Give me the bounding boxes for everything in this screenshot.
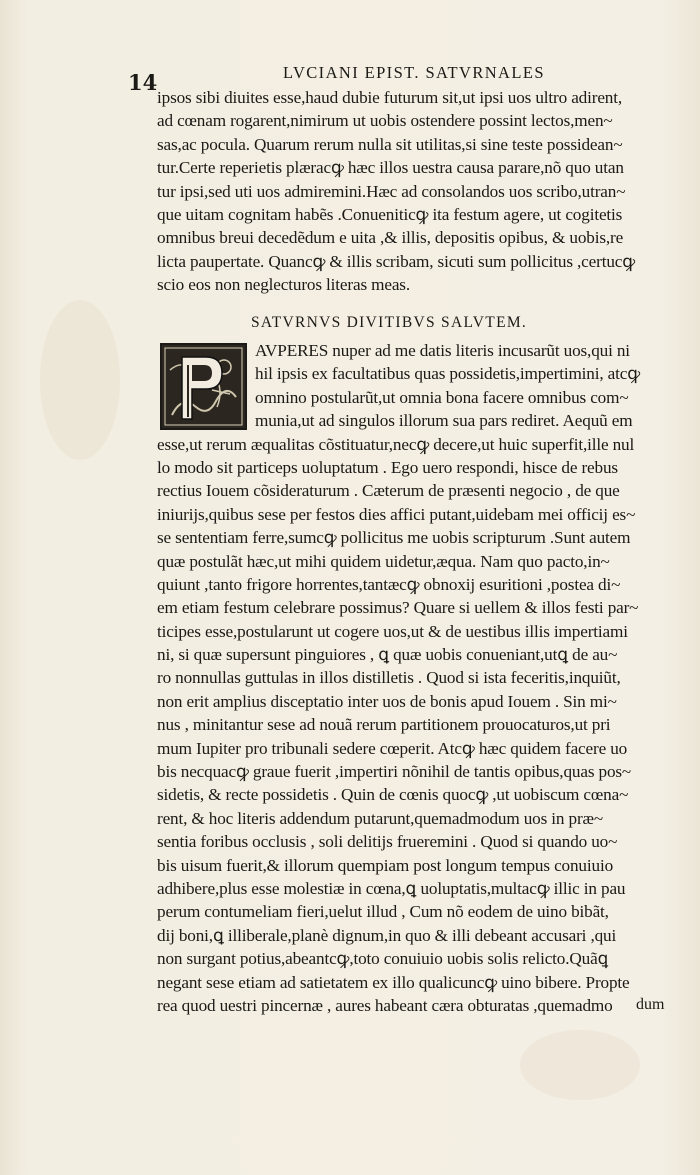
text-line: munia,ut ad singulos illorum sua pars rediret. Aequũ em — [255, 411, 633, 431]
text-line: tur.Certe reperietis plæracꝙ hæc illos uestra causa parare,nõ quo utan — [157, 158, 624, 178]
text-line: sas,ac pocula. Quarum rerum nulla sit utilitas,si sine teste possidean~ — [157, 134, 623, 154]
text-line: bis uisum fuerit,& illorum quempiam post longum tempus conuiuio — [157, 855, 614, 875]
catchword: dum — [636, 996, 665, 1013]
text-line: adhibere,plus esse molestiæ in cœna,ꝗ uoluptatis,multacꝙ illic in pau — [157, 878, 626, 898]
text-line: ni, si quæ supersunt pinguiores , ꝗ quæ uobis conueniant,utꝗ de au~ — [157, 645, 618, 665]
letter-text-block — [157, 86, 676, 297]
text-line: sentia foribus occlusis , soli delitijs frueremini . Quod si quando uo~ — [157, 832, 618, 852]
text-line: quiunt ,tanto frigore horrentes,tantæcꝙ obnoxij esuritioni ,postea di~ — [157, 574, 621, 594]
text-line: quæ postulãt hæc,ut mihi quidem uidetur,æqua. Nam quo pacto,in~ — [157, 551, 610, 571]
text-line: negant sese etiam ad satietatem ex illo qualicuncꝙ uino bibere. Propte — [157, 972, 630, 992]
text-line: non erit amplius disceptatio inter uos de bonis apud Iouem . Sin mi~ — [157, 691, 617, 711]
text-line: ipsos sibi diuites esse,haud dubie futurum sit,ut ipsi uos ultro adirent, — [157, 88, 623, 107]
text-line: non surgant potius,abeantcꝙ,toto conuiuio uobis solis relicto.Quãꝗ — [157, 949, 609, 969]
text-line: rent, & hoc literis addendum putarunt,quemadmodum uos in præ~ — [157, 808, 603, 828]
text-line: nus , minitantur sese ad nouã rerum partitionem prouocaturos,ut pri — [157, 715, 611, 735]
text-line: em etiam festum celebrare possimus? Quare si uellem & illos festi par~ — [157, 598, 639, 618]
text-line: tur ipsi,sed uti uos admiremini.Hæc ad consolandos uos scribo,utran~ — [157, 181, 626, 201]
text-line: lo modo sit particeps uoluptatum . Ego uero respondi, hisce de rebus — [157, 457, 618, 477]
text-line: que uitam cognitam habẽs .Conueniticꝙ ita festum agere, ut cogitetis — [157, 204, 623, 224]
text-line: perum contumeliam fieri,uelut illud , Cum nõ eodem de uino bibãt, — [157, 902, 609, 922]
text-line: ticipes esse,postularunt ut cogere uos,ut & de uestibus illis impertiami — [157, 621, 628, 641]
text-line: mum Iupiter pro tribunali sedere cœperit. Atcꝙ hæc quidem facere uo — [157, 738, 628, 758]
text-line: omnino postularũt,ut omnia bona facere omnibus com~ — [255, 387, 629, 407]
text-line: se sententiam ferre,sumcꝙ pollicitus me uobis scripturum .Sunt autem — [157, 528, 631, 548]
paper-stain — [40, 300, 120, 460]
text-line: rea quod uestri pincernæ , aures habeant cæra obturatas ,quemadmo — [157, 995, 613, 1015]
text-line: ad cœnam rogarent,nimirum ut uobis ostendere possint lectos,men~ — [157, 111, 613, 131]
text-line: hil ipsis ex facultatibus quas possidetis,impertimini, atcꝙ — [255, 364, 640, 384]
section-heading: SATVRNVS DIVITIBVS SALVTEM. — [251, 314, 528, 331]
text-line: esse,ut rerum æqualitas cõstituatur,necꝙ decere,ut huic superfit,ille nul — [157, 434, 635, 454]
text-line: rectius Iouem cõsideraturum . Cæterum de præsenti negocio , de que — [157, 481, 620, 501]
paper-stain — [520, 1030, 640, 1100]
text-line: iniurijs,quibus sese per festos dies affici putant,uidebam mei officij es~ — [157, 504, 636, 524]
text-line: ro nonnullas guttulas in illos distilletis . Quod si ista feceritis,inquiũt, — [157, 668, 621, 688]
text-line: omnibus breui decedẽdum e uita ,& illis, depositis opibus, & uobis,re — [157, 228, 624, 248]
text-line: AVPERES nuper ad me datis literis incusarũt uos,qui ni — [255, 341, 630, 360]
text-line: dij boni,ꝗ illiberale,planè dignum,in quo & illi debeant accusari ,qui — [157, 925, 617, 945]
folio-number: 14 — [128, 70, 158, 95]
running-head: LVCIANI EPIST. SATVRNALES — [283, 63, 545, 82]
letter-text-block — [157, 339, 676, 1017]
text-line: bis necquacꝙ graue fuerit ,impertiri nõnihil de tantis opibus,quas pos~ — [157, 762, 632, 782]
text-line: licta paupertate. Quancꝙ & illis scribam, sicuti sum pollicitus ,certucꝙ — [157, 251, 635, 271]
text-line: scio eos non neglecturos literas meas. — [157, 275, 410, 295]
text-line: sidetis, & recte possidetis . Quin de cœnis quocꝙ ,ut uobiscum cœna~ — [157, 785, 629, 805]
